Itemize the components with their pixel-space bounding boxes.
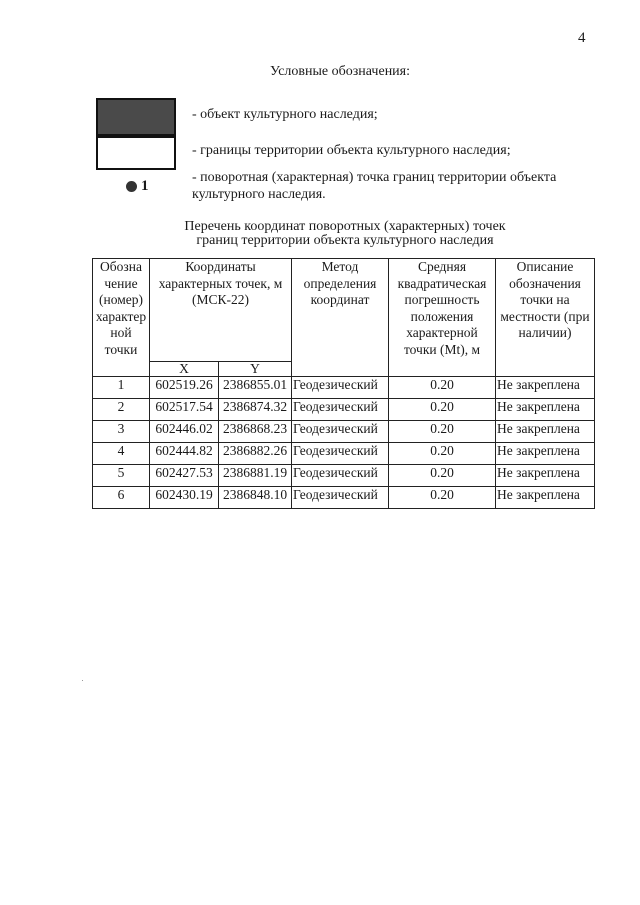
- list-title-line-2: границ территории объекта культурного наследия: [196, 233, 494, 248]
- cell-method: Геодезический: [292, 487, 389, 509]
- cell-method: Геодезический: [292, 465, 389, 487]
- cell-error: 0.20: [389, 487, 496, 509]
- cell-error: 0.20: [389, 377, 496, 399]
- legend-item-territory-boundary: - границы территории объекта культурного наследия;: [192, 143, 511, 158]
- cell-method: Геодезический: [292, 421, 389, 443]
- cell-point-number: 3: [93, 421, 150, 443]
- territory-boundary-swatch-icon: [96, 136, 176, 170]
- header-description: Описание обозначения точки на местности (при наличии): [496, 259, 595, 377]
- cell-y: 2386881.19: [219, 465, 292, 487]
- cell-description: Не закреплена: [496, 399, 595, 421]
- legend-item-turning-point: - поворотная (характерная) точка границ территории объекта культурного наследия.: [192, 170, 557, 202]
- cell-x: 602446.02: [150, 421, 219, 443]
- cell-y: 2386855.01: [219, 377, 292, 399]
- cell-x: 602430.19: [150, 487, 219, 509]
- cell-y: 2386868.23: [219, 421, 292, 443]
- table-row: [93, 465, 595, 487]
- cell-x: 602517.54: [150, 399, 219, 421]
- header-x: X: [150, 362, 219, 377]
- cell-point-number: 2: [93, 399, 150, 421]
- cell-error: 0.20: [389, 399, 496, 421]
- cell-description: Не закреплена: [496, 443, 595, 465]
- legend-item-heritage-object: - объект культурного наследия;: [192, 107, 378, 122]
- cell-y: 2386848.10: [219, 487, 292, 509]
- cell-error: 0.20: [389, 421, 496, 443]
- cell-y: 2386882.26: [219, 443, 292, 465]
- heritage-object-swatch-icon: [96, 98, 176, 136]
- cell-error: 0.20: [389, 465, 496, 487]
- list-title-line-1: Перечень координат поворотных (характерных) точек: [184, 219, 506, 234]
- turning-point-dot-icon: [126, 181, 137, 192]
- cell-x: 602444.82: [150, 443, 219, 465]
- margin-mark: [82, 680, 83, 681]
- cell-method: Геодезический: [292, 399, 389, 421]
- cell-point-number: 4: [93, 443, 150, 465]
- cell-y: 2386874.32: [219, 399, 292, 421]
- table-row: [93, 399, 595, 421]
- cell-point-number: 1: [93, 377, 150, 399]
- header-coordinates: Координаты характерных точек, м (МСК-22): [150, 259, 292, 362]
- table-body: [93, 377, 595, 509]
- table-row: [93, 377, 595, 399]
- table-row: [93, 487, 595, 509]
- page-number: 4: [578, 30, 586, 46]
- turning-point-marker: [126, 178, 149, 195]
- cell-method: Геодезический: [292, 377, 389, 399]
- table-header-row: [93, 259, 595, 362]
- cell-description: Не закреплена: [496, 377, 595, 399]
- cell-description: Не закреплена: [496, 487, 595, 509]
- coordinates-table: [92, 258, 595, 509]
- header-y: Y: [219, 362, 292, 377]
- header-designation: Обозна чение (номер) характер ной точки: [93, 259, 150, 377]
- cell-description: Не закреплена: [496, 421, 595, 443]
- turning-point-marker-label: 1: [141, 178, 149, 194]
- header-error: Средняя квадратическая погрешность положения характерной точки (Mt), м: [389, 259, 496, 377]
- cell-x: 602427.53: [150, 465, 219, 487]
- cell-x: 602519.26: [150, 377, 219, 399]
- coordinates-list-title: [160, 220, 530, 248]
- header-method: Метод определения координат: [292, 259, 389, 377]
- legend-title: Условные обозначения:: [269, 64, 411, 79]
- cell-description: Не закреплена: [496, 465, 595, 487]
- table-row: [93, 421, 595, 443]
- table-row: [93, 443, 595, 465]
- cell-method: Геодезический: [292, 443, 389, 465]
- cell-error: 0.20: [389, 443, 496, 465]
- cell-point-number: 5: [93, 465, 150, 487]
- cell-point-number: 6: [93, 487, 150, 509]
